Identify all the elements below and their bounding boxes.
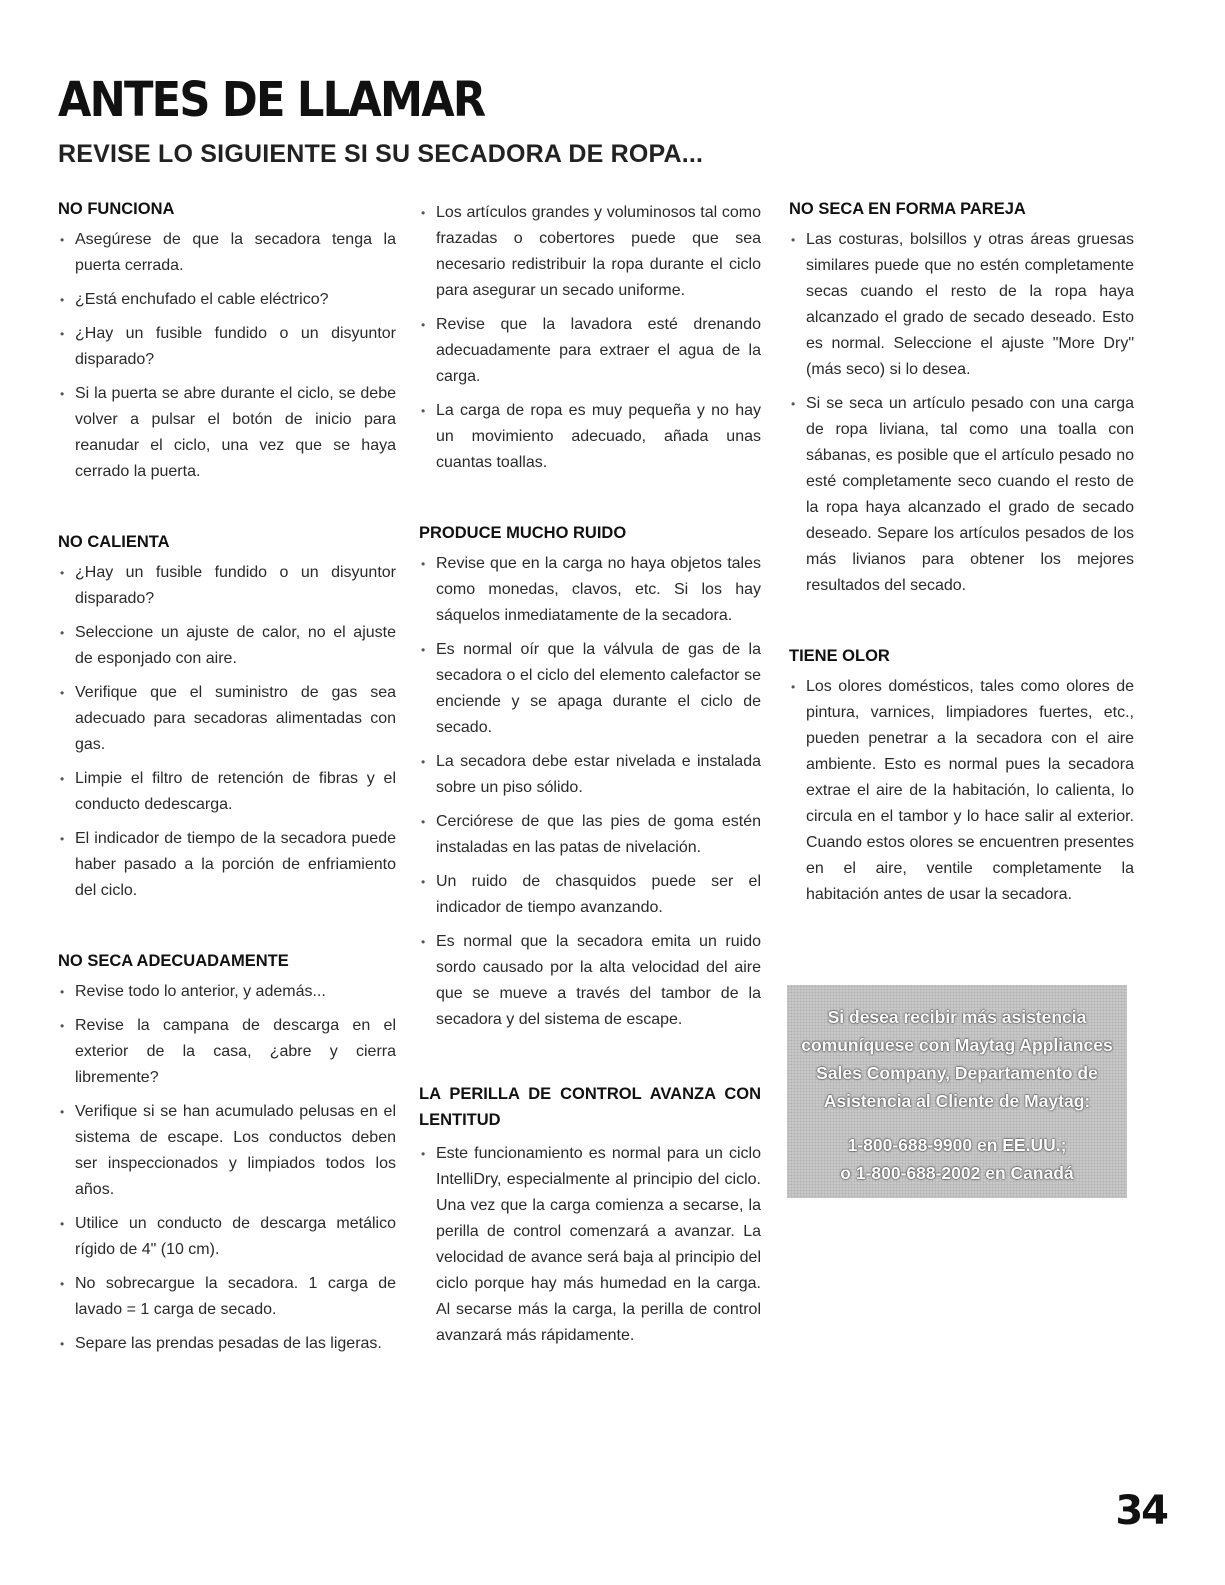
column-right [789, 200, 1134, 956]
bullet-list [419, 1141, 761, 1349]
bullet-list [419, 200, 761, 476]
list-item: • Asegúrese de que la secadora tenga la puerta cerrada. [58, 227, 396, 279]
section-title: NO SECA ADECUADAMENTE [58, 952, 289, 970]
list-item: • El indicador de tiempo de la secadora puede haber pasado a la porción de enfriamiento del ciclo. [58, 826, 396, 904]
section-tiene-olor [789, 647, 1134, 908]
list-item: • Este funcionamiento es normal para un ciclo IntelliDry, especialmente al principio del ciclo. Una vez que la carga comienza a secarse, la perilla de control comenzará a avanzar. La velocidad de avance será baja al principio del ciclo porque hay más humedad en la carga. Al secarse más la carga, la perilla de control avanzará más rápidamente. [419, 1141, 761, 1349]
list-item: • Es normal que la secadora emita un ruido sordo causado por la alta velocidad del aire que se mueve a través del tambor de la secadora y del sistema de escape. [419, 929, 761, 1033]
phone-numbers [787, 1131, 1127, 1187]
list-item: • Las costuras, bolsillos y otras áreas gruesas similares puede que no estén completamente secas cuando el resto de la ropa haya alcanzado el grado de secado deseado. Esto es normal. Seleccione el ajuste "More Dry" (más seco) si lo desea. [789, 227, 1134, 383]
assistance-line: comuníquese con Maytag Appliances [801, 1035, 1113, 1055]
section-no-seca-adecuadamente [58, 952, 396, 1357]
list-item: • Revise que en la carga no haya objetos tales como monedas, clavos, etc. Si los hay sáquelos inmediatamente de la secadora. [419, 551, 761, 629]
section-title: NO FUNCIONA [58, 200, 175, 218]
section-title: TIENE OLOR [789, 647, 890, 665]
page-title: ANTES DE LLAMAR [58, 72, 485, 128]
phone-us: 1-800-688-9900 en EE.UU.; [847, 1135, 1067, 1155]
bullet-list [58, 560, 396, 904]
list-item: • Los artículos grandes y voluminosos tal como frazadas o cobertores puede que sea necesario redistribuir la ropa durante el ciclo para asegurar un secado uniforme. [419, 200, 761, 304]
section-produce-mucho-ruido [419, 524, 761, 1033]
column-left [58, 200, 396, 1405]
bullet-list [58, 227, 396, 485]
section-no-seca-pareja [789, 200, 1134, 599]
section-continued [419, 200, 761, 476]
section-no-calienta [58, 533, 396, 904]
list-item: • Un ruido de chasquidos puede ser el indicador de tiempo avanzando. [419, 869, 761, 921]
page-number: 34 [1115, 1488, 1167, 1534]
list-item: • Seleccione un ajuste de calor, no el ajuste de esponjado con aire. [58, 620, 396, 672]
section-title: NO SECA EN FORMA PAREJA [789, 200, 1026, 218]
section-title: PRODUCE MUCHO RUIDO [419, 524, 627, 542]
assistance-line: Asistencia al Cliente de Maytag: [823, 1091, 1091, 1111]
page-subtitle: REVISE LO SIGUIENTE SI SU SECADORA DE ROPA... [58, 140, 704, 168]
list-item: • ¿Hay un fusible fundido o un disyuntor disparado? [58, 321, 396, 373]
list-item: • Revise que la lavadora esté drenando adecuadamente para extraer el agua de la carga. [419, 312, 761, 390]
list-item: • ¿Hay un fusible fundido o un disyuntor disparado? [58, 560, 396, 612]
bullet-list [58, 979, 396, 1357]
section-title: NO CALIENTA [58, 533, 170, 551]
list-item: • No sobrecargue la secadora. 1 carga de lavado = 1 carga de secado. [58, 1271, 396, 1323]
list-item: • Si se seca un artículo pesado con una carga de ropa liviana, tal como una toalla con sábanas, es posible que el artículo pesado no esté completamente seco cuando el resto de la ropa haya alcanzado el grado de secado deseado. Separe los artículos pesados de los más livianos para obtener los mejores resultados del secado. [789, 391, 1134, 599]
list-item: • La carga de ropa es muy pequeña y no hay un movimiento adecuado, añada unas cuantas toallas. [419, 398, 761, 476]
list-item: • Cerciórese de que las pies de goma estén instaladas en las patas de nivelación. [419, 809, 761, 861]
section-no-funciona [58, 200, 396, 485]
list-item: • Verifique si se han acumulado pelusas en el sistema de escape. Los conductos deben ser inspeccionados y limpiados todos los años. [58, 1099, 396, 1203]
bullet-list [789, 674, 1134, 908]
column-middle [419, 200, 761, 1397]
section-perilla-avanza [419, 1081, 761, 1349]
assistance-line: Sales Company, Departamento de [816, 1063, 1098, 1083]
list-item: • Revise todo lo anterior, y además... [58, 979, 396, 1005]
list-item: • Verifique que el suministro de gas sea adecuado para secadoras alimentadas con gas. [58, 680, 396, 758]
list-item: • La secadora debe estar nivelada e instalada sobre un piso sólido. [419, 749, 761, 801]
list-item: • Revise la campana de descarga en el exterior de la casa, ¿abre y cierra libremente? [58, 1013, 396, 1091]
list-item: • Limpie el filtro de retención de fibras y el conducto dedescarga. [58, 766, 396, 818]
bullet-list [419, 551, 761, 1033]
list-item: • Si la puerta se abre durante el ciclo, se debe volver a pulsar el botón de inicio para reanudar el ciclo, una vez que se haya cerrado la puerta. [58, 381, 396, 485]
list-item: • Separe las prendas pesadas de las ligeras. [58, 1331, 396, 1357]
section-title: LA PERILLA DE CONTROL AVANZA CON LENTITUD [419, 1085, 761, 1129]
list-item: • Los olores domésticos, tales como olores de pintura, varnices, limpiadores fuertes, etc., pueden penetrar a la secadora con el aire ambiente. Esto es normal pues la secadora extrae el aire de la habitación, lo calienta, lo circula en el tambor y lo hace salir al exterior. Cuando estos olores se encuentren presentes en el aire, ventile completamente la habitación antes de usar la secadora. [789, 674, 1134, 908]
list-item: • ¿Está enchufado el cable eléctrico? [58, 287, 396, 313]
assistance-line: Si desea recibir más asistencia [827, 1007, 1087, 1027]
phone-canada: o 1-800-688-2002 en Canadá [840, 1163, 1074, 1183]
assistance-box [787, 985, 1127, 1198]
bullet-list [789, 227, 1134, 599]
list-item: • Utilice un conducto de descarga metálico rígido de 4" (10 cm). [58, 1211, 396, 1263]
list-item: • Es normal oír que la válvula de gas de la secadora o el ciclo del elemento calefactor se enciende y se apaga durante el ciclo de secado. [419, 637, 761, 741]
